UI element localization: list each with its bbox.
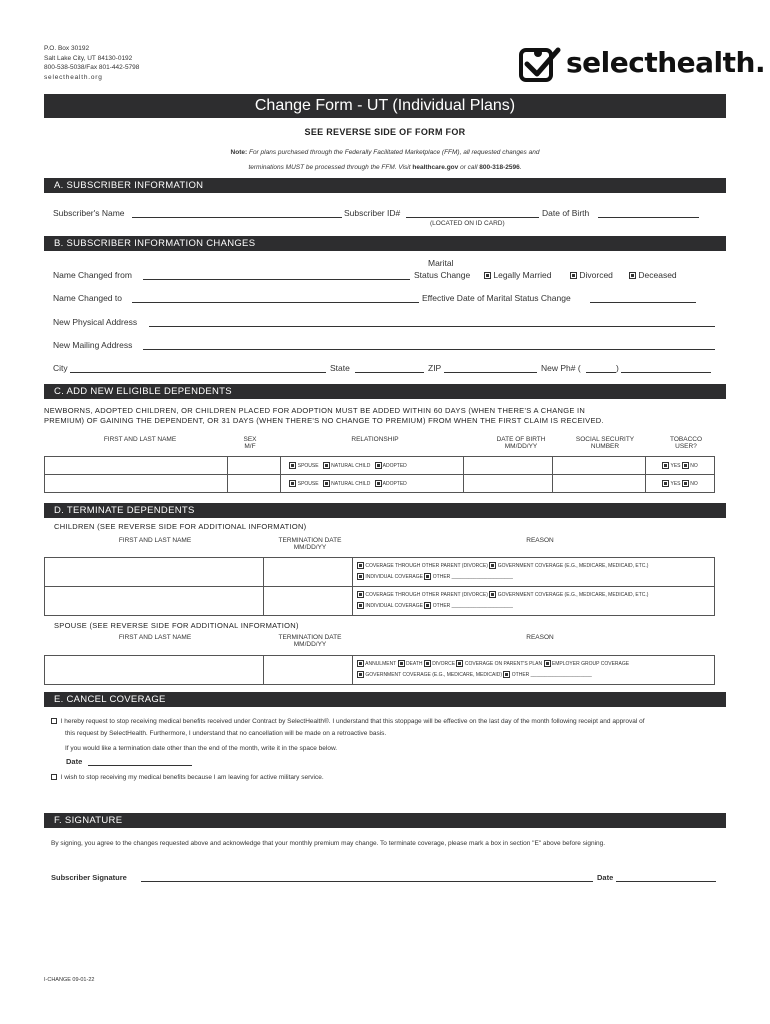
relationship-cell — [281, 475, 464, 493]
name-changed-from-field[interactable] — [143, 279, 410, 280]
dependent-name-cell[interactable] — [45, 457, 228, 475]
death-label: DEATH — [405, 661, 423, 667]
deceased-checkbox[interactable] — [629, 272, 636, 279]
col-ssn-text: NUMBER — [590, 443, 620, 450]
annulment-label: ANNULMENT — [365, 661, 397, 667]
employer-checkbox[interactable] — [544, 660, 551, 667]
gov-coverage-label: GOVERNMENT COVERAGE (E.G., MEDICARE, MEDICAID, ETC.) — [497, 563, 649, 569]
other-field[interactable]: ______________________ — [451, 603, 513, 609]
individual-label: INDIVIDUAL COVERAGE — [365, 603, 423, 609]
note-phone: 800-318-2596 — [479, 164, 520, 171]
phone-close-paren: ) — [616, 363, 619, 373]
relationship-cell — [281, 457, 464, 475]
individual-checkbox[interactable] — [357, 602, 364, 609]
cancel-checkbox[interactable] — [51, 718, 57, 724]
dob-field[interactable] — [598, 217, 699, 218]
see-reverse-note: SEE REVERSE SIDE OF FORM FOR — [304, 127, 466, 137]
tobacco-no-checkbox[interactable] — [682, 480, 689, 487]
children-subheader: CHILDREN (SEE REVERSE SIDE FOR ADDITIONAL INFORMATION) — [54, 522, 307, 531]
deceased-label: Deceased — [638, 270, 677, 280]
mailing-address-field[interactable] — [143, 349, 715, 350]
child-name-cell[interactable] — [45, 587, 264, 616]
dependent-ssn-cell[interactable] — [553, 475, 646, 493]
cancel-request — [51, 714, 721, 738]
adopted-checkbox[interactable] — [375, 462, 382, 469]
status-change-label: Status Change — [414, 270, 471, 280]
term-date-instruction: If you would like a termination date other than the end of the month, write it in the space below. — [65, 745, 338, 752]
child-reason-cell — [353, 587, 715, 616]
form-title: Change Form - UT (Individual Plans) — [44, 94, 726, 118]
col-name-header: FIRST AND LAST NAME — [118, 537, 192, 544]
address-line: P.O. Box 30192 — [44, 45, 90, 52]
mailing-address-label: New Mailing Address — [53, 340, 133, 350]
col-reason-header: REASON — [526, 634, 554, 641]
employer-label: EMPLOYER GROUP COVERAGE — [551, 661, 630, 667]
col-term-date-header — [255, 537, 365, 551]
col-tobacco-text: USER? — [675, 443, 697, 450]
address-website: selecthealth.org — [44, 73, 103, 81]
cancel-date-label: Date — [66, 757, 83, 766]
city-label: City — [53, 363, 68, 373]
other-parent-label: COVERAGE THROUGH OTHER PARENT (DIVORCE) — [365, 563, 488, 569]
individual-checkbox[interactable] — [357, 573, 364, 580]
col-term-text: TERMINATION DATE — [278, 634, 342, 641]
col-sex-text: M/F — [244, 443, 256, 450]
other-parent-checkbox[interactable] — [357, 591, 364, 598]
note-text: terminations MUST be processed through the FFM. Visit — [248, 164, 411, 171]
dependent-dob-cell[interactable] — [464, 457, 553, 475]
spouse-subheader: SPOUSE (SEE REVERSE SIDE FOR ADDITIONAL INFORMATION) — [54, 621, 299, 630]
area-code-field[interactable] — [586, 372, 616, 373]
zip-field[interactable] — [444, 372, 537, 373]
child-reason-cell — [353, 558, 715, 587]
subscriber-id-label: Subscriber ID# — [344, 208, 401, 218]
tobacco-yes-checkbox[interactable] — [662, 480, 669, 487]
other-field[interactable]: ______________________ — [530, 672, 592, 678]
phone-field[interactable] — [621, 372, 711, 373]
yes-label: YES — [670, 480, 681, 487]
married-checkbox[interactable] — [484, 272, 491, 279]
divorced-checkbox[interactable] — [570, 272, 577, 279]
gov-coverage-label: GOVERNMENT COVERAGE (E.G., MEDICARE, MEDICAID) — [365, 672, 502, 678]
dependent-sex-cell[interactable] — [228, 457, 281, 475]
adopted-label: ADOPTED — [382, 462, 407, 469]
tobacco-yes-checkbox[interactable] — [662, 462, 669, 469]
col-name-header: FIRST AND LAST NAME — [118, 634, 192, 641]
natural-child-checkbox[interactable] — [323, 462, 330, 469]
selecthealth-logo — [518, 44, 766, 84]
tobacco-cell — [646, 475, 715, 493]
military-text: I wish to stop receiving my medical benefits because I am leaving for active military service. — [60, 774, 324, 781]
col-tobacco-header — [656, 436, 716, 450]
no-label: NO — [690, 462, 698, 469]
divorce-label: DIVORCE — [432, 661, 456, 667]
cancel-text: this request by SelectHealth. Furthermore, I understand that no cancellation will be made on a retroactive basis. — [65, 730, 387, 737]
col-sex-header — [230, 436, 270, 450]
gov-coverage-checkbox[interactable] — [489, 591, 496, 598]
other-label: OTHER — [432, 574, 451, 580]
dependent-dob-cell[interactable] — [464, 475, 553, 493]
col-dob-text: MM/DD/YY — [504, 443, 538, 450]
state-label: State — [330, 363, 350, 373]
zip-label: ZIP — [428, 363, 442, 373]
spouse-label: SPOUSE — [297, 480, 319, 487]
child-name-cell[interactable] — [45, 558, 264, 587]
signature-date-field[interactable] — [616, 881, 716, 882]
yes-label: YES — [670, 462, 681, 469]
col-relationship-header: RELATIONSHIP — [351, 436, 399, 443]
col-name-header: FIRST AND LAST NAME — [103, 436, 177, 443]
signature-label: Subscriber Signature — [51, 873, 127, 882]
address-phone: 800-538-5038/Fax 801-442-5798 — [44, 64, 140, 71]
note-site: healthcare.gov — [412, 164, 459, 171]
death-checkbox[interactable] — [398, 660, 405, 667]
table-row — [45, 475, 715, 493]
deceased-option[interactable] — [629, 270, 677, 280]
military-checkbox[interactable] — [51, 774, 57, 780]
add-dependents-table — [44, 456, 715, 493]
marital-label: Marital — [428, 258, 454, 268]
spouse-checkbox[interactable] — [289, 480, 296, 487]
table-row — [45, 587, 715, 616]
gov-coverage-label: GOVERNMENT COVERAGE (E.G., MEDICARE, MEDICAID, ETC.) — [497, 592, 649, 598]
col-tobacco-text: TOBACCO — [669, 436, 703, 443]
logo-check-icon — [518, 44, 562, 84]
cancel-date-field[interactable] — [88, 765, 192, 766]
military-request — [51, 770, 324, 785]
spouse-name-cell[interactable] — [45, 656, 264, 685]
signature-date-label: Date — [597, 873, 614, 882]
subscriber-id-field[interactable] — [406, 217, 539, 218]
section-f-header: F. SIGNATURE — [44, 813, 726, 828]
gov-coverage-checkbox[interactable] — [489, 562, 496, 569]
spouse-label: SPOUSE — [297, 462, 319, 469]
signature-agreement: By signing, you agree to the changes requested above and acknowledge that your monthly premium may change. To terminate coverage, please mark a box in section "E" above before signing. — [51, 840, 606, 847]
child-term-date-cell[interactable] — [264, 558, 353, 587]
annulment-checkbox[interactable] — [357, 660, 364, 667]
terminate-children-table — [44, 557, 715, 616]
section-e-header: E. CANCEL COVERAGE — [44, 692, 726, 707]
spouse-checkbox[interactable] — [289, 462, 296, 469]
section-b-header: B. SUBSCRIBER INFORMATION CHANGES — [44, 236, 726, 251]
terminate-spouse-table — [44, 655, 715, 685]
note-or: or call — [460, 164, 478, 171]
note-text: For plans purchased through the Federally Facilitated Marketplace (FFM), all requested changes and — [248, 149, 540, 156]
adopted-label: ADOPTED — [382, 480, 407, 487]
return-address — [44, 44, 139, 82]
table-row — [45, 656, 715, 685]
name-changed-to-field[interactable] — [132, 302, 419, 303]
section-a-header: A. SUBSCRIBER INFORMATION — [44, 178, 726, 193]
col-term-text: TERMINATION DATE — [278, 537, 342, 544]
dependent-sex-cell[interactable] — [228, 475, 281, 493]
parents-plan-label: COVERAGE ON PARENT'S PLAN — [464, 661, 543, 667]
divorce-checkbox[interactable] — [424, 660, 431, 667]
no-label: NO — [690, 480, 698, 487]
table-row — [45, 457, 715, 475]
other-checkbox[interactable] — [424, 573, 431, 580]
col-reason-header: REASON — [526, 537, 554, 544]
dependent-name-cell[interactable] — [45, 475, 228, 493]
physical-address-field[interactable] — [149, 326, 715, 327]
name-changed-from-label: Name Changed from — [53, 270, 132, 280]
gov-coverage-checkbox[interactable] — [357, 671, 364, 678]
spouse-term-date-cell[interactable] — [264, 656, 353, 685]
effective-date-field[interactable] — [590, 302, 696, 303]
other-checkbox[interactable] — [503, 671, 510, 678]
ffm-note — [140, 145, 630, 175]
divorced-option[interactable] — [570, 270, 613, 280]
signature-field[interactable] — [141, 881, 593, 882]
dependents-intro: NEWBORNS, ADOPTED CHILDREN, OR CHILDREN PLACED FOR ADOPTION MUST BE ADDED WITHIN 60 DAYS (WHEN THERE'S A CHANGE IN — [44, 406, 586, 415]
subscriber-name-label: Subscriber's Name — [53, 208, 125, 218]
address-line: Salt Lake City, UT 84130-0192 — [44, 54, 133, 62]
subscriber-name-field[interactable] — [132, 217, 342, 218]
dependent-ssn-cell[interactable] — [553, 457, 646, 475]
col-ssn-text: SOCIAL SECURITY — [575, 436, 635, 443]
divorced-label: Divorced — [579, 270, 613, 280]
cancel-text: I hereby request to stop receiving medical benefits received under Contract by SelectHealth®. I understand that this stoppage will be effective on the last day of the month following receipt and approval of — [60, 718, 645, 725]
name-changed-to-label: Name Changed to — [53, 293, 122, 303]
dob-label: Date of Birth — [542, 208, 590, 218]
city-field[interactable] — [70, 372, 326, 373]
married-label: Legally Married — [493, 270, 552, 280]
other-label: OTHER — [511, 672, 530, 678]
other-field[interactable]: ______________________ — [451, 574, 513, 580]
dependents-intro: PREMIUM) OF GAINING THE DEPENDENT, OR 31 DAYS (WHEN THERE'S NO CHANGE TO PREMIUM) FROM WHEN THE FIRST CLAIM IS RECEIVED. — [44, 416, 604, 425]
logo-wordmark: selecthealth. — [566, 46, 766, 79]
other-label: OTHER — [432, 603, 451, 609]
note-label: Note: — [230, 149, 248, 156]
phone-label: New Ph# ( — [541, 363, 581, 373]
natural-child-label: NATURAL CHILD — [331, 480, 371, 487]
other-parent-label: COVERAGE THROUGH OTHER PARENT (DIVORCE) — [365, 592, 488, 598]
tobacco-no-checkbox[interactable] — [682, 462, 689, 469]
natural-child-label: NATURAL CHILD — [331, 462, 371, 469]
natural-child-checkbox[interactable] — [323, 480, 330, 487]
parents-plan-checkbox[interactable] — [456, 660, 463, 667]
married-option[interactable] — [484, 270, 552, 280]
state-field[interactable] — [355, 372, 424, 373]
col-dob-text: DATE OF BIRTH — [496, 436, 546, 443]
other-parent-checkbox[interactable] — [357, 562, 364, 569]
adopted-checkbox[interactable] — [375, 480, 382, 487]
col-term-text: MM/DD/YY — [293, 544, 327, 551]
individual-label: INDIVIDUAL COVERAGE — [365, 574, 423, 580]
note-end: . — [519, 164, 522, 171]
physical-address-label: New Physical Address — [53, 317, 138, 327]
col-term-text: MM/DD/YY — [293, 641, 327, 648]
form-code: I-CHANGE 09-01-22 — [44, 977, 95, 983]
section-d-header: D. TERMINATE DEPENDENTS — [44, 503, 726, 518]
col-sex-text: SEX — [243, 436, 257, 443]
col-dob-header — [478, 436, 564, 450]
tobacco-cell — [646, 457, 715, 475]
child-term-date-cell[interactable] — [264, 587, 353, 616]
col-term-date-header — [255, 634, 365, 648]
effective-date-label: Effective Date of Marital Status Change — [422, 293, 571, 303]
section-c-header: C. ADD NEW ELIGIBLE DEPENDENTS — [44, 384, 726, 399]
col-ssn-header — [560, 436, 650, 450]
spouse-reason-cell — [353, 656, 715, 685]
id-hint: (LOCATED ON ID CARD) — [430, 220, 505, 227]
table-row — [45, 558, 715, 587]
other-checkbox[interactable] — [424, 602, 431, 609]
